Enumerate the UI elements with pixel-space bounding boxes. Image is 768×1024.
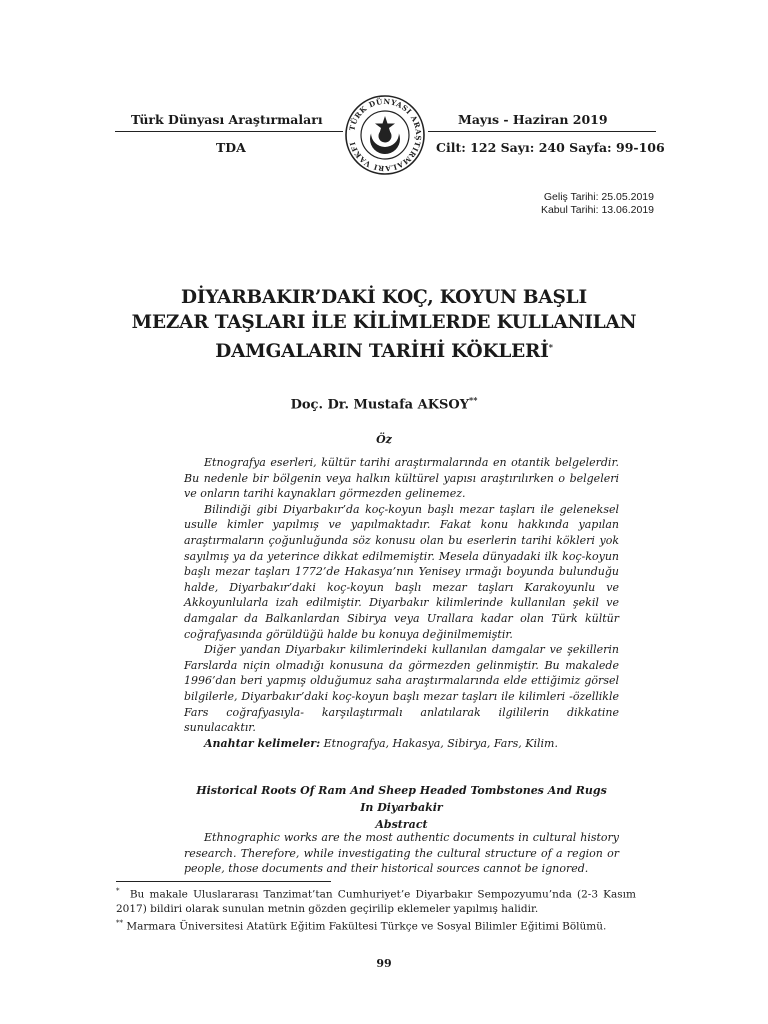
accepted-date: Kabul Tarihi: 13.06.2019 [540, 204, 654, 216]
abstract-tr [184, 455, 619, 751]
abstract-tr-paragraph: Bilindiği gibi Diyarbakır’da koç-koyun başlı mezar taşları ile geleneksel usulle kimler yapılmış ve yapılmaktadır. Fakat konu hakkında yapılan araştırmaların çoğunluğunda söz konusu olan bu eserlerin tarihi kökleri yok sayılmış ya da yeterince dikkat edilmemiştir. Mesela dünyadaki ilk koç-koyun başlı mezar taşları 1772’de Hakasya’nın Yenisey ırmağı boyunda bulunduğu halde, Diyarbakır’daki koç-koyun başlı mezar taşları Karakoyunlu ve Akkoyunlularla izah edilmiştir. Diyarbakır kilimlerinde kullanılan şekil ve damgalar da Balkanlardan Sibirya veya Urallara kadar olan Türk kültür coğrafyasında görüldüğü halde bu konuya değinilmemiştir. [184, 502, 619, 641]
author-footnote-mark: ** [469, 395, 478, 405]
abstract-tr-paragraph: Diğer yandan Diyarbakır kilimlerindeki kullanılan damgalar ve şekillerin Farslarda niçin olmadığı konusuna da görmezden gelinmiştir. Bu makalede 1996’dan beri yapmış olduğumuz saha araştırmalarında elde ettiğimiz görsel bilgilerle, Diyarbakır’daki koç-koyun başlı mezar taşları ile kilimleri -özellikle Fars coğrafyasıyla- karşılaştırmalı anlatılarak ilgililerin dikkatine sunulacaktır. [184, 643, 619, 735]
english-title-line-1: Historical Roots Of Ram And Sheep Headed Tombstones And Rugs [196, 784, 607, 797]
abstract-en-header [184, 782, 619, 833]
footnote-2-mark: ** [116, 918, 123, 927]
abstract-en-paragraph: Ethnographic works are the most authentic documents in cultural history research. Therefore, while investigating the cultural structure of a region or people, those documents and their historical sources cannot be ignored. [184, 831, 619, 876]
title-line-1: DİYARBAKIR’DAKİ KOÇ, KOYUN BAŞLI [181, 287, 587, 308]
article-title [100, 285, 668, 364]
footnotes [116, 884, 636, 933]
author-name: Doç. Dr. Mustafa AKSOY [290, 397, 470, 413]
foundation-logo [344, 94, 426, 176]
abstract-en-heading: Abstract [375, 818, 428, 831]
submission-dates [541, 191, 654, 217]
keywords-label: Anahtar kelimeler: [204, 736, 321, 750]
logo-ring-text: TÜRK DÜNYASI ARAŞTIRMALARI VAKFI [347, 96, 424, 174]
header-rule-left [115, 131, 343, 132]
title-line-2: MEZAR TAŞLARI İLE KİLİMLERDE KULLANILAN [131, 312, 637, 333]
abstract-tr-heading: Öz [376, 433, 392, 446]
page-number: 99 [376, 957, 392, 970]
footnote-separator [116, 881, 331, 882]
journal-abbrev: TDA [216, 140, 246, 155]
footnote-1-mark: * [116, 887, 120, 895]
footnote-1 [116, 884, 636, 916]
header-rule-right [428, 131, 656, 132]
journal-name: Türk Dünyası Araştırmaları [131, 112, 323, 127]
title-footnote-mark: * [548, 342, 553, 352]
issue-date: Mayıs - Haziran 2019 [458, 112, 608, 127]
keywords-list: Etnografya, Hakasya, Sibirya, Fars, Kilim. [320, 736, 558, 750]
footnote-1-text: Bu makale Uluslararası Tanzimat’tan Cumhuriyet’e Diyarbakır Sempozyumu’nda (2-3 Kasım 2017) bildiri olarak sunulan metnin gözden geçirilip eklemeler yapılmış halidir. [116, 888, 636, 915]
title-line-3: DAMGALARIN TARİHİ KÖKLERİ [215, 341, 549, 363]
received-date: Geliş Tarihi: 25.05.2019 [543, 191, 654, 203]
author [100, 395, 668, 412]
english-title-line-2: In Diyarbakir [360, 801, 443, 814]
abstract-en [184, 830, 619, 877]
footnote-2-text: Marmara Üniversitesi Atatürk Eğitim Fakültesi Türkçe ve Sosyal Bilimler Eğitimi Bölümü. [126, 920, 607, 932]
footnote-2 [116, 916, 636, 934]
keywords [184, 736, 619, 752]
volume-info: Cilt: 122 Sayı: 240 Sayfa: 99-106 [436, 140, 665, 155]
abstract-tr-paragraph: Etnografya eserleri, kültür tarihi araştırmalarında en otantik belgelerdir. Bu nedenle bir bölgenin veya halkın kültürel yapısı araştırılırken o belgeleri ve onların tarihi kaynakları görmezden gelinemez. [184, 456, 619, 501]
